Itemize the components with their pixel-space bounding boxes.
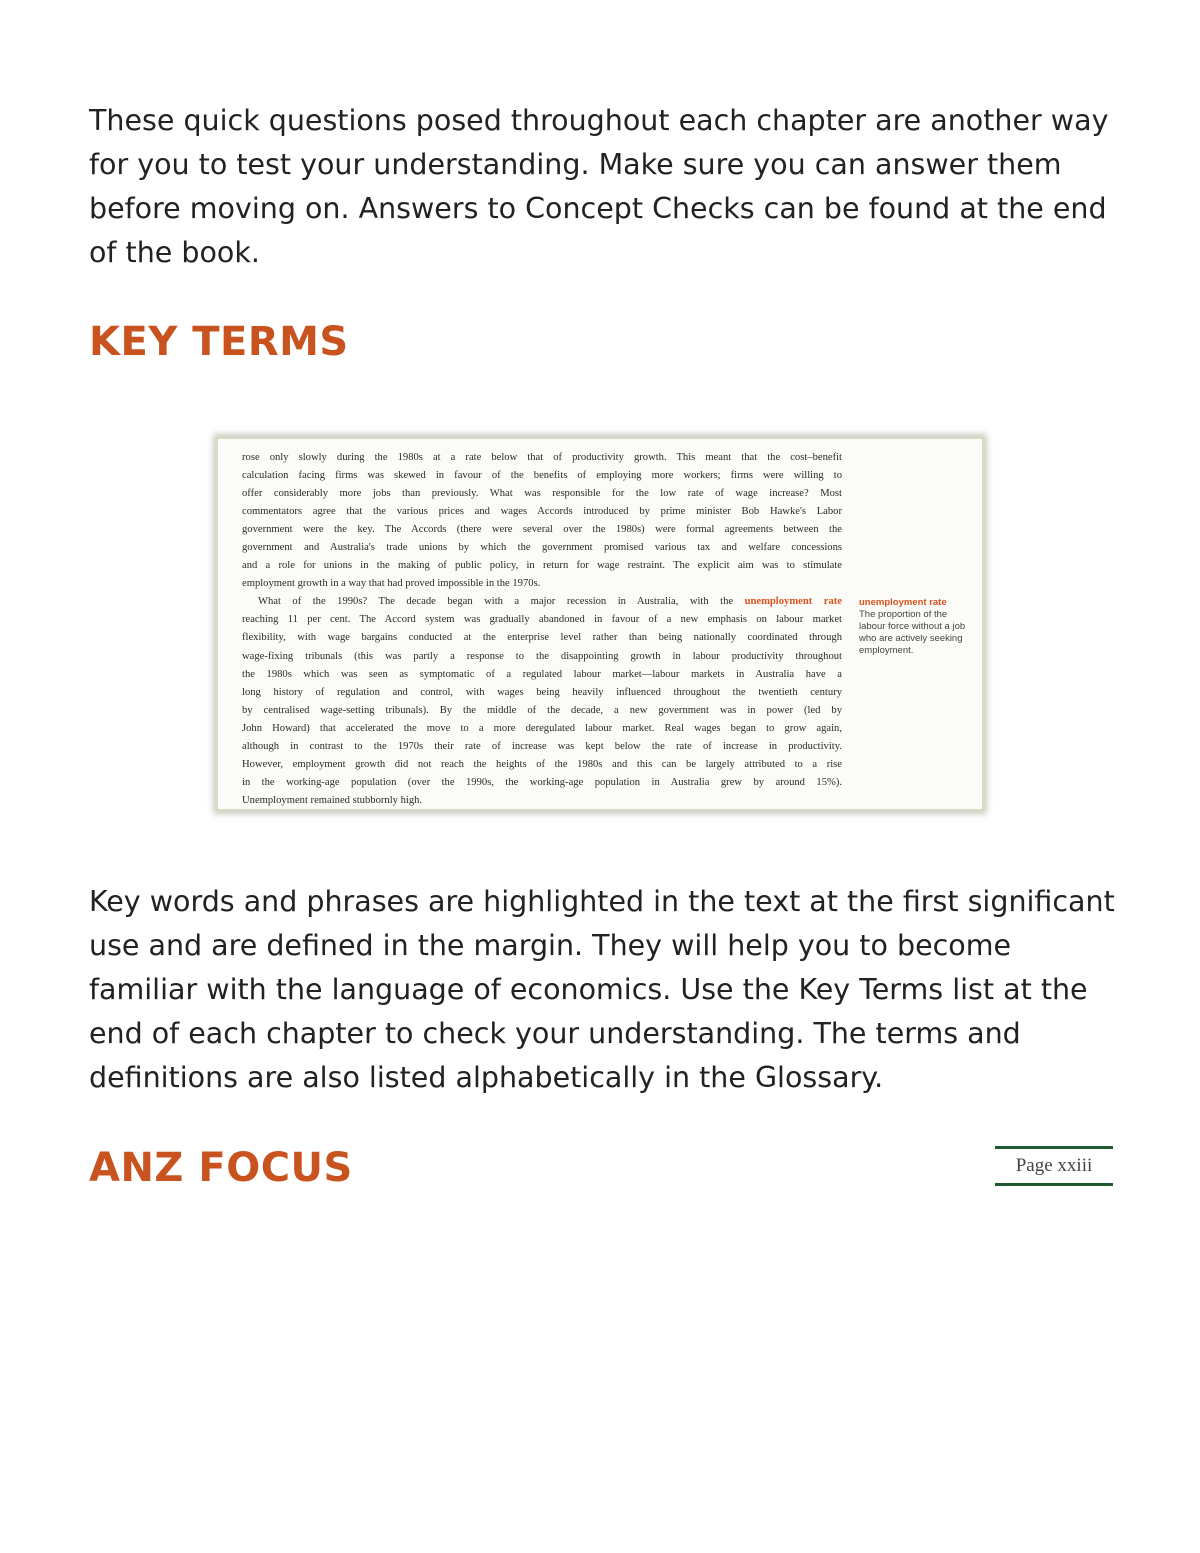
key-terms-sample-figure (216, 437, 984, 811)
anz-focus-heading: ANZ FOCUS (89, 1145, 353, 1191)
excerpt-line: by centralised wage-setting tribunals). By the middle of the decade, a new government was in power (led by (242, 704, 842, 716)
margin-definition (859, 597, 967, 657)
key-terms-paragraph: Key words and phrases are highlighted in the text at the first significant use and are defined in the margin. They will help you to become familiar with the language of economics. Use the Key Terms list at the end of each chapter to check your understanding. The terms and definitions are also listed alphabetically in the Glossary. (89, 885, 1115, 1094)
excerpt-line: long history of regulation and control, with wages being heavily influenced throughout the twentieth century (242, 686, 842, 698)
excerpt-line-text: Unemployment remained stubbornly high. (242, 794, 423, 806)
excerpt-line: rose only slowly during the 1980s at a rate below that of productivity growth. This meant that the cost–benefit (242, 452, 842, 463)
excerpt-para2-start: What of the 1990s? The decade began with a major recession in Australia, with the (258, 596, 734, 608)
margin-term: unemployment rate (859, 597, 947, 608)
excerpt-line: government and Australia's trade unions by which the government promised various tax and welfare concessions (242, 542, 842, 554)
excerpt-line: although in contrast to the 1970s their rate of increase was kept below the rate of increase in productivity. (242, 740, 842, 752)
margin-definition-text: The proportion of the labour force without a job who are actively seeking employment. (859, 609, 966, 656)
excerpt-body (242, 437, 842, 810)
excerpt-line: the 1980s which was seen as symptomatic of a regulated labour market—labour markets in Australia have a (242, 668, 842, 680)
excerpt-line: in the working-age population (over the 1990s, the working-age population in Australia grew by around 15%). (242, 776, 842, 788)
excerpt-line (242, 792, 842, 810)
excerpt-line: John Howard) that accelerated the move to a more deregulated labour market. Real wages began to grow again, (242, 722, 842, 734)
key-terms-heading: KEY TERMS (89, 319, 349, 365)
intro-paragraph: These quick questions posed throughout each chapter are another way for you to test your understanding. Make sure you can answer them before moving on. Answers to Concept Checks can be found at the end of the book. (89, 104, 1109, 269)
excerpt-line: commentators agree that the various prices and wages Accords introduced by prime minister Bob Hawke's Labor (242, 506, 842, 518)
excerpt-line: However, employment growth did not reach the heights of the 1980s and this can be largely attributed to a rise (242, 758, 842, 770)
excerpt-line: wage-fixing tribunals (this was partly a response to the disappointing growth in labour productivity throughout (242, 650, 842, 662)
excerpt-line: and a role for unions in the making of public policy, in return for wage restraint. The explicit aim was to stimulate (242, 560, 842, 572)
excerpt-line: reaching 11 per cent. The Accord system was gradually abandoned in favour of a new emphasis on labour market (242, 614, 842, 626)
excerpt-line: calculation facing firms was skewed in favour of the benefits of employing more workers; firms were willing to (242, 470, 842, 482)
excerpt-line (242, 593, 842, 611)
excerpt-line: government were the key. The Accords (there were several over the 1980s) were formal agreements between the (242, 524, 842, 536)
excerpt-line (242, 575, 842, 593)
excerpt-line: flexibility, with wage bargains conducted at the enterprise level rather than being nationally coordinated through (242, 632, 842, 644)
page-number-label: Page xxiii (995, 1146, 1113, 1186)
excerpt-line: offer considerably more jobs than previously. What was responsible for the low rate of wage increase? Most (242, 488, 842, 500)
highlighted-key-term: unemployment rate (744, 596, 842, 608)
excerpt-line-text: employment growth in a way that had proved impossible in the 1970s. (242, 578, 541, 590)
